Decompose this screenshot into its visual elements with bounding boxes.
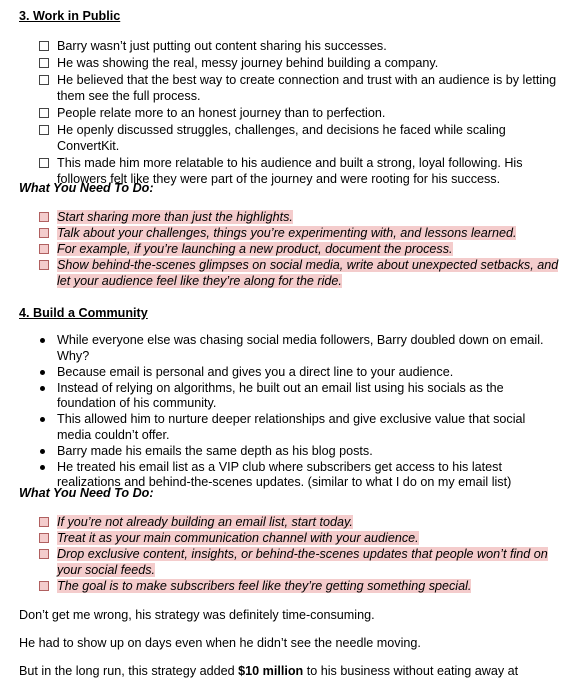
section-3-todo-heading: What You Need To Do: xyxy=(19,181,154,195)
checkbox-icon[interactable] xyxy=(39,125,49,135)
section-4-bullet-list xyxy=(39,333,559,491)
checkbox-icon[interactable] xyxy=(39,533,49,543)
checkbox-icon[interactable] xyxy=(39,581,49,591)
section-4-todo-list xyxy=(39,514,559,594)
checkbox-icon[interactable] xyxy=(39,41,49,51)
bullet-icon xyxy=(40,370,45,375)
checklist-item[interactable]: People relate more to an honest journey than to perfection. xyxy=(39,105,559,121)
checkbox-icon[interactable] xyxy=(39,58,49,68)
section-3-checklist xyxy=(39,38,559,188)
todo-item[interactable]: For example, if you’re launching a new product, document the process. xyxy=(39,241,559,257)
checkbox-icon[interactable] xyxy=(39,75,49,85)
todo-item[interactable]: Start sharing more than just the highlights. xyxy=(39,209,559,225)
checkbox-icon[interactable] xyxy=(39,260,49,270)
todo-item[interactable]: Talk about your challenges, things you’re experimenting with, and lessons learned. xyxy=(39,225,559,241)
closing-paragraph-1: Don’t get me wrong, his strategy was definitely time-consuming. xyxy=(19,608,375,622)
section-3-heading: 3. Work in Public xyxy=(19,9,121,23)
bullet-icon xyxy=(40,449,45,454)
list-item: This allowed him to nurture deeper relationships and give exclusive value that social media couldn’t offer. xyxy=(39,412,559,443)
checkbox-icon[interactable] xyxy=(39,212,49,222)
checklist-item[interactable]: He believed that the best way to create connection and trust with an audience is by letting them see the full process. xyxy=(39,72,559,104)
todo-item[interactable]: The goal is to make subscribers feel like they’re getting something special. xyxy=(39,578,559,594)
bullet-icon xyxy=(40,386,45,391)
bullet-icon xyxy=(40,465,45,470)
checkbox-icon[interactable] xyxy=(39,517,49,527)
bullet-icon xyxy=(40,338,45,343)
closing-paragraph-2: He had to show up on days even when he didn’t see the needle moving. xyxy=(19,636,421,650)
todo-item[interactable]: Drop exclusive content, insights, or behind-the-scenes updates that people won’t find on your social feeds. xyxy=(39,546,559,578)
revenue-highlight: $10 million xyxy=(238,664,304,678)
checklist-item[interactable]: He was showing the real, messy journey behind building a company. xyxy=(39,55,559,71)
checkbox-icon[interactable] xyxy=(39,108,49,118)
checkbox-icon[interactable] xyxy=(39,244,49,254)
checklist-item[interactable]: He openly discussed struggles, challenges, and decisions he faced while scaling ConvertKit. xyxy=(39,122,559,154)
section-3-todo-list xyxy=(39,209,559,289)
todo-item[interactable]: If you’re not already building an email list, start today. xyxy=(39,514,559,530)
checklist-item[interactable]: This made him more relatable to his audience and built a strong, loyal following. His followers felt like they were part of the journey and were rooting for his success. xyxy=(39,155,559,187)
bullet-icon xyxy=(40,417,45,422)
section-4-heading: 4. Build a Community xyxy=(19,306,148,320)
todo-item[interactable]: Treat it as your main communication channel with your audience. xyxy=(39,530,559,546)
list-item: Instead of relying on algorithms, he built out an email list using his socials as the foundation of his community. xyxy=(39,381,559,412)
list-item: Barry made his emails the same depth as his blog posts. xyxy=(39,444,559,460)
list-item: While everyone else was chasing social media followers, Barry doubled down on email. Why? xyxy=(39,333,559,364)
closing-paragraph-3: But in the long run, this strategy added $10 million to his business without eating away at xyxy=(19,664,519,678)
section-4-todo-heading: What You Need To Do: xyxy=(19,486,154,500)
checkbox-icon[interactable] xyxy=(39,549,49,559)
list-item: Because email is personal and gives you a direct line to your audience. xyxy=(39,365,559,381)
checklist-item[interactable]: Barry wasn’t just putting out content sharing his successes. xyxy=(39,38,559,54)
checkbox-icon[interactable] xyxy=(39,158,49,168)
checkbox-icon[interactable] xyxy=(39,228,49,238)
todo-item[interactable]: Show behind-the-scenes glimpses on social media, write about unexpected setbacks, and let your audience feel like they’re along for the ride. xyxy=(39,257,559,289)
list-item: He treated his email list as a VIP club where subscribers get access to his latest realizations and behind-the-scenes updates. (similar to what I do on my email list) xyxy=(39,460,559,491)
